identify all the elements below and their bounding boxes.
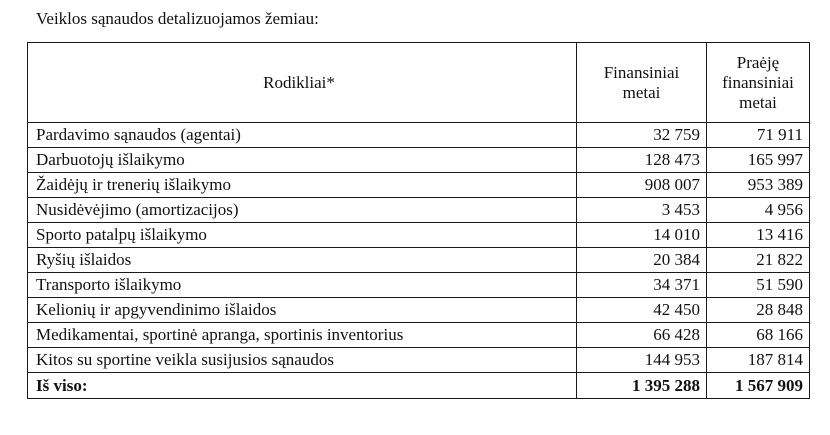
expenses-table	[27, 42, 810, 399]
row-label: Pardavimo sąnaudos (agentai)	[28, 123, 577, 148]
table-row	[28, 148, 810, 173]
row-current-value: 32 759	[577, 123, 707, 148]
table-row	[28, 348, 810, 373]
table-row	[28, 248, 810, 273]
row-current-value: 14 010	[577, 223, 707, 248]
row-label: Kitos su sportine veikla susijusios sąnaudos	[28, 348, 577, 373]
row-label: Sporto patalpų išlaikymo	[28, 223, 577, 248]
row-previous-value: 953 389	[707, 173, 810, 198]
header-current-year	[577, 43, 707, 123]
row-label: Medikamentai, sportinė apranga, sportinis inventorius	[28, 323, 577, 348]
table-row	[28, 173, 810, 198]
table-row	[28, 273, 810, 298]
total-label: Iš viso:	[28, 373, 577, 399]
total-current-value: 1 395 288	[577, 373, 707, 399]
header-current-year-line-2: metai	[622, 82, 661, 102]
row-current-value: 3 453	[577, 198, 707, 223]
header-indicator-label: Rodikliai*	[263, 72, 335, 92]
table-row	[28, 198, 810, 223]
row-label: Žaidėjų ir trenerių išlaikymo	[28, 173, 577, 198]
table-row	[28, 123, 810, 148]
table-header-row	[28, 43, 810, 123]
row-previous-value: 51 590	[707, 273, 810, 298]
row-current-value: 42 450	[577, 298, 707, 323]
header-previous-year-line-2: finansiniai	[722, 72, 794, 92]
row-current-value: 34 371	[577, 273, 707, 298]
row-previous-value: 187 814	[707, 348, 810, 373]
total-previous-value: 1 567 909	[707, 373, 810, 399]
row-current-value: 908 007	[577, 173, 707, 198]
intro-text: Veiklos sąnaudos detalizuojamos žemiau:	[36, 9, 319, 28]
header-indicator	[28, 43, 577, 123]
total-row	[28, 373, 810, 399]
row-previous-value: 71 911	[707, 123, 810, 148]
row-current-value: 20 384	[577, 248, 707, 273]
row-label: Nusidėvėjimo (amortizacijos)	[28, 198, 577, 223]
row-current-value: 144 953	[577, 348, 707, 373]
row-label: Transporto išlaikymo	[28, 273, 577, 298]
header-previous-year-line-1: Praėję	[736, 52, 780, 72]
row-previous-value: 21 822	[707, 248, 810, 273]
row-previous-value: 28 848	[707, 298, 810, 323]
table-row	[28, 298, 810, 323]
header-previous-year	[707, 43, 810, 123]
row-label: Kelionių ir apgyvendinimo išlaidos	[28, 298, 577, 323]
row-current-value: 128 473	[577, 148, 707, 173]
row-previous-value: 165 997	[707, 148, 810, 173]
table-row	[28, 223, 810, 248]
header-previous-year-line-3: metai	[739, 92, 777, 112]
row-label: Darbuotojų išlaikymo	[28, 148, 577, 173]
row-current-value: 66 428	[577, 323, 707, 348]
row-previous-value: 13 416	[707, 223, 810, 248]
table-row	[28, 323, 810, 348]
header-current-year-line-1: Finansiniai	[603, 62, 680, 82]
row-previous-value: 4 956	[707, 198, 810, 223]
row-previous-value: 68 166	[707, 323, 810, 348]
row-label: Ryšių išlaidos	[28, 248, 577, 273]
